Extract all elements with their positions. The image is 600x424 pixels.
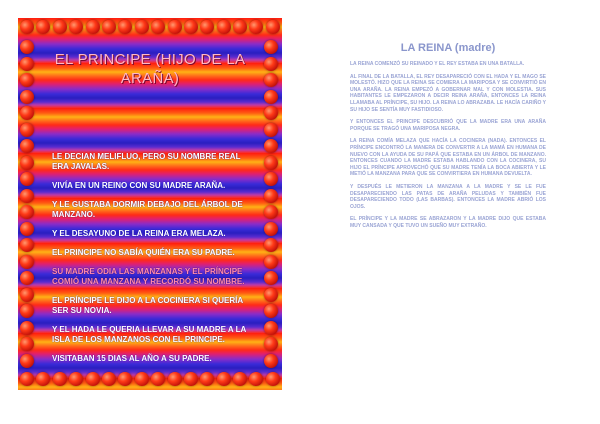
red-dot [264, 288, 278, 302]
queen-paragraph: Y DESPUÉS LE METIERON LA MANZANA A LA MADRE Y SE LE FUE DESAPARECIENDO LAS PATAS DE ARAÑA PELUDAS Y TAMBIÉN FUE DESAPARECIENDO TODO (LAS BARBAS). ENTONCES LA MADRE ABRIÓ LOS OJOS. [350, 183, 546, 210]
red-dot [249, 20, 263, 34]
red-dot [20, 288, 34, 302]
red-dot [217, 20, 231, 34]
red-dot [264, 40, 278, 54]
red-dot [36, 372, 50, 386]
red-dot [264, 189, 278, 203]
red-dot [184, 20, 198, 34]
red-dot [20, 172, 34, 186]
bottom-dot-border [20, 372, 280, 388]
red-dot [86, 20, 100, 34]
prince-line: Y LE GUSTABA DORMIR DEBAJO DEL ÁRBOL DE MANZANO. [52, 200, 243, 219]
red-dot [233, 20, 247, 34]
red-dot [53, 20, 67, 34]
red-dot [20, 321, 34, 335]
red-dot [264, 304, 278, 318]
red-dot [264, 106, 278, 120]
red-dot [36, 20, 50, 34]
prince-line: Y EL HADA LE QUERIA LLEVAR A SU MADRE A LA ISLA DE LOS MANZANOS CON EL PRINCIPE. [52, 325, 246, 344]
prince-line: VISITABAN 15 DIAS AL AÑO A SU PADRE. [52, 354, 212, 363]
red-dot [69, 372, 83, 386]
prince-title: EL PRINCIPE (HIJO DE LA ARAÑA) [54, 51, 246, 87]
prince-line: SU MADRE ODIA LAS MANZANAS Y EL PRÍNCIPE COMIÓ UNA MANZANA Y RECORDÓ SU NOMBRE. [52, 267, 245, 286]
red-dot [264, 271, 278, 285]
red-dot [266, 20, 280, 34]
red-dot [20, 222, 34, 236]
red-dot [264, 90, 278, 104]
queen-paragraph: AL FINAL DE LA BATALLA, EL REY DESAPARECIÓ CON EL HADA Y EL MAGO SE MOLESTÓ. HIZO QUE LA REINA SE COMIERA LA MARIPOSA Y SE CONVIRTIÓ EN UNA ARAÑA. LA REINA EMPEZÓ A GOBERNAR MAL Y CON MOLESTIA. SUS HABITANTES LE EMPEZARON A DECIR REINA ARAÑA, ENTONCES LA REINA LLAMABA AL PRÍNCIPE, SU HIJO. LA REINA LO ABRAZABA. LE HACÍA CARIÑO Y SU HIJO SE SENTÍA MUY FASTIDIOSO. [350, 73, 546, 113]
red-dot [118, 372, 132, 386]
red-dot [266, 372, 280, 386]
red-dot [200, 20, 214, 34]
red-dot [102, 20, 116, 34]
red-dot [264, 57, 278, 71]
red-dot [264, 321, 278, 335]
red-dot [20, 106, 34, 120]
red-dot [20, 271, 34, 285]
queen-paragraph: EL PRÍNCIPE Y LA MADRE SE ABRAZARON Y LA MADRE DIJO QUE ESTABA MUY CANSADA Y QUE TUVO UN SUEÑO MUY EXTRAÑO. [350, 216, 546, 229]
red-dot [20, 73, 34, 87]
red-dot [264, 139, 278, 153]
prince-line: EL PRÍNCIPE LE DIJO A LA COCINERA SI QUERÍA SER SU NOVIA. [52, 296, 243, 315]
prince-line: LE DECIAN MELIFLUO, PERO SU NOMBRE REAL ERA JAVALAS. [52, 152, 241, 171]
red-dot [184, 372, 198, 386]
red-dot [118, 20, 132, 34]
red-dot [20, 189, 34, 203]
prince-line: VIVÍA EN UN REINO CON SU MADRE ARAÑA. [52, 181, 226, 190]
red-dot [264, 156, 278, 170]
red-dot [20, 20, 34, 34]
red-dot [151, 20, 165, 34]
red-dot [20, 90, 34, 104]
red-dot [20, 304, 34, 318]
red-dot [20, 57, 34, 71]
top-dot-border [20, 20, 280, 36]
left-decorated-card [18, 18, 282, 390]
red-dot [20, 139, 34, 153]
red-dot [200, 372, 214, 386]
red-dot [20, 205, 34, 219]
queen-title: LA REINA (madre) [400, 42, 496, 54]
red-dot [102, 372, 116, 386]
red-dot [69, 20, 83, 34]
red-dot [264, 205, 278, 219]
prince-line: Y EL DESAYUNO DE LA REINA ERA MELAZA. [52, 229, 226, 238]
red-dot [20, 372, 34, 386]
red-dot [151, 372, 165, 386]
red-dot [264, 354, 278, 368]
red-dot [20, 156, 34, 170]
red-dot [20, 123, 34, 137]
queen-paragraph: LA REINA COMENZÓ SU REINADO Y EL REY ESTABA EN UNA BATALLA. [350, 61, 525, 67]
red-dot [217, 372, 231, 386]
red-dot [20, 337, 34, 351]
red-dot [264, 172, 278, 186]
left-dot-border [20, 40, 36, 368]
prince-line: EL PRINCIPE NO SABÍA QUIÉN ERA SU PADRE. [52, 248, 235, 257]
red-dot [168, 372, 182, 386]
queen-paragraph: LA REINA COMÍA MELAZA QUE HACÍA LA COCINERA (NADA). ENTONCES EL PRÍNCIPE ENCONTRÓ LA MANERA DE CONVERTIR A LA MAMÁ EN HUMANA DE NUEVO CON LA AYUDA DE SU PAPÁ QUE ESTABA EN UN ÁRBOL DE MANZANO. ENTONCES CUANDO LA MADRE ESTABA HABLANDO CON LA COCINERA, SU HIJO EL PRÍNCIPE APROVECHÓ QUE SU MADRE TENÍA LA BOCA ABIERTA Y LE METIÓ LA MANZANA PARA QUE SE CONVIRTIERA EN HUMANA DEVUELTA. [350, 138, 546, 178]
red-dot [264, 255, 278, 269]
red-dot [20, 354, 34, 368]
red-dot [86, 372, 100, 386]
red-dot [264, 123, 278, 137]
red-dot [233, 372, 247, 386]
red-dot [135, 20, 149, 34]
right-dot-border [264, 40, 280, 368]
red-dot [20, 40, 34, 54]
red-dot [135, 372, 149, 386]
queen-document [350, 42, 546, 235]
queen-paragraph: Y ENTONCES EL PRINCIPE DESCUBRIÓ QUE LA MADRE ERA UNA ARAÑA PORQUE SE TRAGÓ UNA MARIPOSA NEGRA. [350, 119, 546, 132]
red-dot [20, 238, 34, 252]
red-dot [20, 255, 34, 269]
red-dot [264, 222, 278, 236]
red-dot [264, 73, 278, 87]
red-dot [249, 372, 263, 386]
prince-text [52, 152, 254, 373]
red-dot [53, 372, 67, 386]
red-dot [168, 20, 182, 34]
red-dot [264, 238, 278, 252]
red-dot [264, 337, 278, 351]
